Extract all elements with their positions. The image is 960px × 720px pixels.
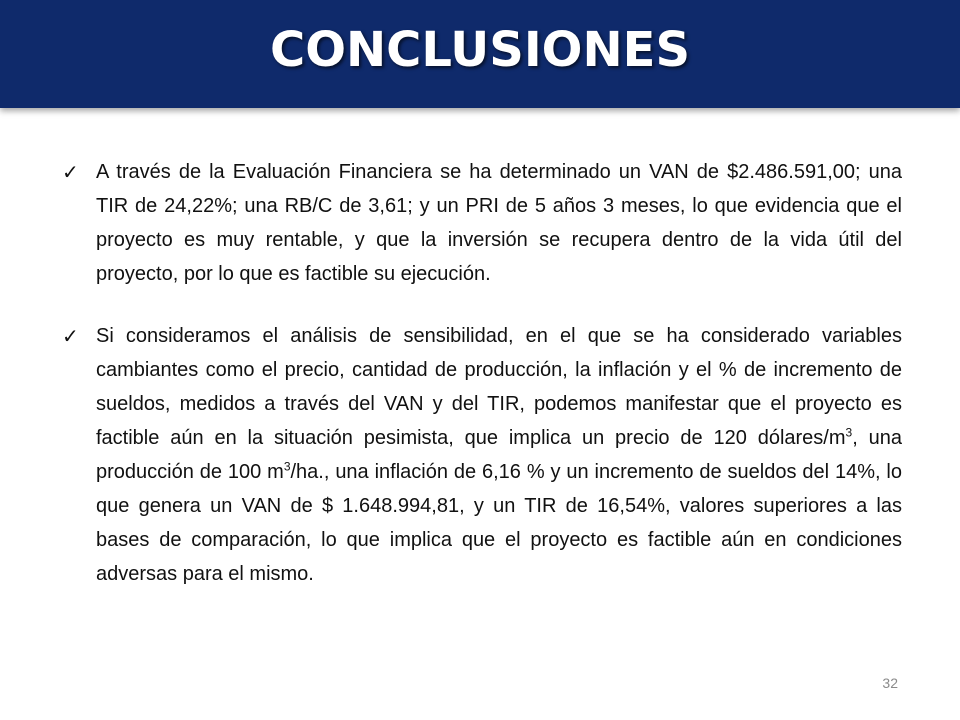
superscript-3: 3 [845, 425, 853, 440]
bullet-item-financial-evaluation [62, 155, 902, 291]
slide-title: CONCLUSIONES [269, 22, 691, 78]
bullet-item-sensitivity-analysis [62, 319, 902, 591]
page-number: 32 [882, 675, 898, 691]
bullet-text-part2: , una producción de 100 m [96, 427, 902, 483]
checkmark-icon: ✓ [62, 324, 79, 348]
checkmark-icon: ✓ [62, 160, 79, 184]
superscript-3: 3 [283, 459, 291, 474]
bullet-list [62, 155, 902, 619]
bullet-text-part1: Si consideramos el análisis de sensibilidad, en el que se ha considerado variables cambiantes como el precio, cantidad de producción, la inflación y el % de incremento de sueldos, medidos a través del VAN y del TIR, podemos manifestar que el proyecto es factible aún en la situación pesimista, que implica un precio de 120 dólares/m [96, 325, 902, 449]
bullet-text-part3: /ha., una inflación de 6,16 % y un incremento de sueldos del 14%, lo que genera un VAN de $ 1.648.994,81, y un TIR de 16,54%, valores superiores a las bases de comparación, lo que implica que el proyecto es factible aún en condiciones adversas para el mismo. [96, 461, 902, 585]
bullet-text: A través de la Evaluación Financiera se ha determinado un VAN de $2.486.591,00; una TIR de 24,22%; una RB/C de 3,61; y un PRI de 5 años 3 meses, lo que evidencia que el proyecto es muy rentable, y que la inversión se recupera dentro de la vida útil del proyecto, por lo que es factible su ejecución. [96, 161, 902, 285]
